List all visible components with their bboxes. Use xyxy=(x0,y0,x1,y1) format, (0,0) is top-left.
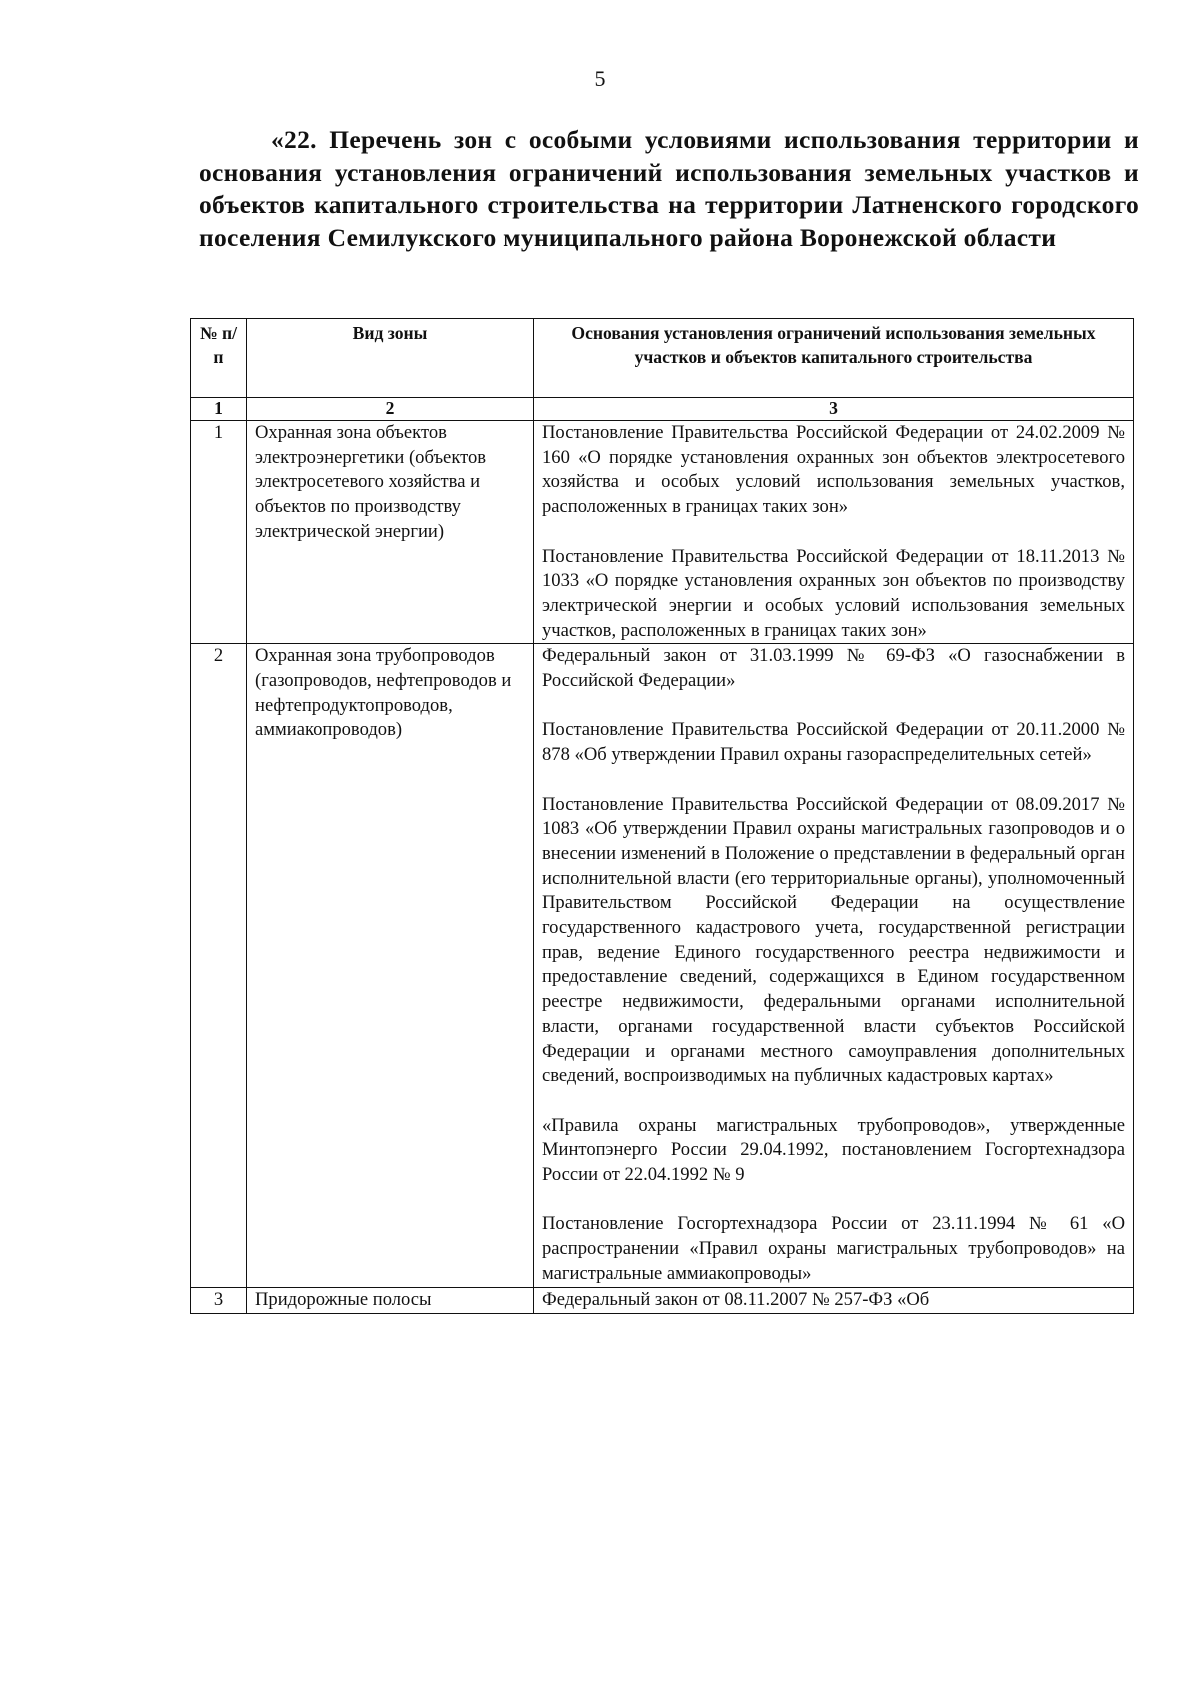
zones-table xyxy=(190,318,1134,1314)
row-number: 2 xyxy=(191,644,247,1287)
basis-paragraph: Федеральный закон от 31.03.1999 № 69-ФЗ «О газоснабжении в Российской Федерации» xyxy=(542,645,1125,692)
row-number: 1 xyxy=(191,421,247,644)
basis-paragraph: Постановление Правительства Российской Федерации от 20.11.2000 № 878 «Об утверждении Правил охраны газораспределительных сетей» xyxy=(542,719,1125,766)
header-num: № п/п xyxy=(191,319,247,398)
column-number: 2 xyxy=(247,398,534,421)
header-zone-type: Вид зоны xyxy=(247,319,534,398)
basis-paragraph: Постановление Правительства Российской Федерации от 18.11.2013 № 1033 «О порядке установления охранных зон объектов по производству электрической энергии и особых условий использования земельных участков, расположенных в границах таких зон» xyxy=(542,545,1125,641)
basis-paragraph: Федеральный закон от 08.11.2007 № 257-ФЗ «Об xyxy=(542,1288,930,1310)
header-basis: Основания установления ограничений использования земельных участков и объектов капитального строительства xyxy=(534,319,1134,398)
zone-type: Охранная зона трубопроводов (газопроводов, нефтепроводов и нефтепродуктопроводов, аммиакопроводов) xyxy=(247,644,534,1287)
basis-cell xyxy=(534,1287,1134,1313)
table-row xyxy=(191,421,1134,644)
table-row xyxy=(191,1287,1134,1313)
section-heading: «22. Перечень зон с особыми условиями использования территории и основания установления ограничений использования земельных участков и объектов капитального строительства на территории Латненского городского поселения Семилукского муниципального района Воронежской области xyxy=(199,125,1139,252)
column-number: 1 xyxy=(191,398,247,421)
basis-paragraph: «Правила охраны магистральных трубопроводов», утвержденные Минтопэнерго России 29.04.1992, постановлением Госгортехнадзора России от 22.04.1992 № 9 xyxy=(542,1114,1125,1186)
table-row xyxy=(191,644,1134,1287)
page-number: 5 xyxy=(594,66,606,91)
column-number-row xyxy=(191,398,1134,421)
basis-paragraph: Постановление Правительства Российской Федерации от 24.02.2009 № 160 «О порядке установления охранных зон объектов электросетевого хозяйства и особых условий использования земельных участков, расположенных в границах таких зон» xyxy=(542,422,1125,518)
table-header-row xyxy=(191,319,1134,398)
zone-type: Охранная зона объектов электроэнергетики (объектов электросетевого хозяйства и объектов по производству электрической энергии) xyxy=(247,421,534,644)
row-number: 3 xyxy=(191,1287,247,1313)
basis-paragraph: Постановление Госгортехнадзора России от 23.11.1994 № 61 «О распространении «Правил охраны магистральных трубопроводов» на магистральные аммиакопроводы» xyxy=(542,1213,1125,1284)
basis-cell xyxy=(534,644,1134,1287)
basis-cell xyxy=(534,421,1134,644)
zone-type: Придорожные полосы xyxy=(247,1287,534,1313)
column-number: 3 xyxy=(534,398,1134,421)
basis-paragraph: Постановление Правительства Российской Федерации от 08.09.2017 № 1083 «Об утверждении Правил охраны магистральных газопроводов и о внесении изменений в Положение о представлении в федеральный орган исполнительной власти (его территориальные органы), уполномоченный Правительством Российской Федерации на осуществление государственного кадастрового учета, государственной регистрации прав, ведение Единого государственного реестра недвижимости и предоставление сведений, содержащихся в Едином государственном реестре недвижимости, федеральными органами исполнительной власти, органами государственной власти субъектов Российской Федерации и органами местного самоуправления дополнительных сведений, воспроизводимых на публичных кадастровых картах» xyxy=(542,793,1125,1087)
